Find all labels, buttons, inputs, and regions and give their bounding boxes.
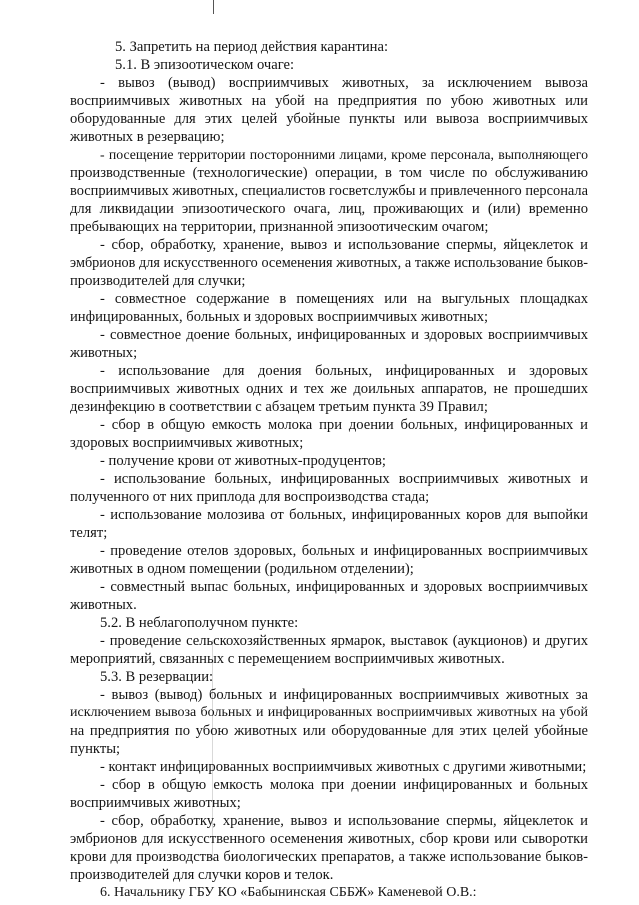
- text-line: - вывоз (вывод) восприимчивых животных, за исключением вывоза: [100, 75, 588, 91]
- text-line: полученного от них приплода для воспроизводства стада;: [70, 489, 430, 505]
- text-line: - совместный выпас больных, инфицированных и здоровых восприимчивых: [100, 579, 588, 595]
- text-line: для ликвидации эпизоотического очага, лиц, проживающих и (или) временно: [70, 201, 588, 217]
- text-line: оборудованные для этих целей убойные пункты или вывоза восприимчивых: [70, 111, 588, 127]
- text-line: животных;: [70, 345, 138, 361]
- text-line: производственные (технологические) операции, в том числе по обслуживанию: [70, 165, 588, 181]
- text-line: 5.1. В эпизоотическом очаге:: [115, 57, 295, 73]
- text-line: здоровых восприимчивых животных;: [70, 435, 304, 451]
- text-line: восприимчивых животных одних и тех же доильных аппаратов, не прошедших: [70, 381, 588, 397]
- text-line: пребывающих на территории, признанной эпизоотическим очагом;: [70, 219, 489, 235]
- text-line: - проведение сельскохозяйственных ярмарок, выставок (аукционов) и других: [100, 633, 588, 649]
- text-line: - сбор в общую емкость молока при доении больных, инфицированных и: [100, 417, 588, 433]
- text-line: эмбрионов для искусственного осеменения животных, сбор крови или сыворотки: [70, 831, 588, 847]
- text-line: исключением вывоза больных и инфицированных восприимчивых животных на убой: [70, 705, 588, 720]
- text-line: крови для производства биологических препаратов, а также использование быков-: [70, 849, 588, 865]
- text-line: восприимчивых животных;: [70, 795, 241, 811]
- text-line: производителей для случки коров и телок.: [70, 867, 334, 883]
- text-line: животных в одном помещении (родильном отделении);: [70, 561, 414, 577]
- text-line: пункты;: [70, 741, 121, 757]
- text-line: производителей для случки;: [70, 273, 246, 289]
- text-line: 5.3. В резервации:: [100, 669, 214, 685]
- text-line: восприимчивых животных на убой на предприятия по убою животных или: [70, 93, 588, 109]
- text-line: - использование для доения больных, инфицированных и здоровых: [100, 363, 588, 379]
- text-line: - проведение отелов здоровых, больных и инфицированных восприимчивых: [100, 543, 588, 559]
- text-line: - вывоз (вывод) больных и инфицированных восприимчивых животных за: [100, 687, 588, 703]
- text-line: - использование молозива от больных, инфицированных коров для выпойки: [100, 507, 588, 523]
- text-line: на предприятия по убою животных или оборудованные для этих целей убойные: [70, 723, 588, 739]
- text-line: - получение крови от животных-продуцентов;: [100, 453, 386, 469]
- text-line: дезинфекцию в соответствии с абзацем третьим пункта 39 Правил;: [70, 399, 488, 415]
- text-line: мероприятий, связанных с перемещением восприимчивых животных.: [70, 651, 505, 667]
- text-line: телят;: [70, 525, 108, 541]
- text-line: - сбор, обработку, хранение, вывоз и использование спермы, яйцеклеток и: [100, 237, 588, 253]
- text-line: - совместное доение больных, инфицированных и здоровых восприимчивых: [100, 327, 588, 343]
- text-line: 6. Начальнику ГБУ КО «Бабынинская СББЖ» Каменевой О.В.:: [100, 885, 477, 900]
- text-line: - совместное содержание в помещениях или на выгульных площадках: [100, 291, 588, 307]
- text-line: - посещение территории посторонними лицами, кроме персонала, выполняющего: [100, 147, 588, 162]
- text-line: - использование больных, инфицированных восприимчивых животных и: [100, 471, 588, 487]
- text-line: - сбор, обработку, хранение, вывоз и использование спермы, яйцеклеток и: [100, 813, 588, 829]
- text-line: эмбрионов для искусственного осеменения животных, а также использование быков-: [70, 255, 588, 271]
- text-line: - сбор в общую емкость молока при доении инфицированных и больных: [100, 777, 588, 793]
- text-line: восприимчивых животных, специалистов госветслужбы и привлеченного персонала: [70, 183, 588, 199]
- text-line: животных.: [70, 597, 137, 613]
- text-line: 5. Запретить на период действия карантина:: [115, 39, 389, 55]
- text-line: 5.2. В неблагополучном пункте:: [100, 615, 299, 631]
- text-line: - контакт инфицированных восприимчивых животных с другими животными;: [100, 759, 587, 775]
- text-line: инфицированных, больных и здоровых восприимчивых животных;: [70, 309, 489, 325]
- text-line: животных в резервацию;: [70, 129, 225, 145]
